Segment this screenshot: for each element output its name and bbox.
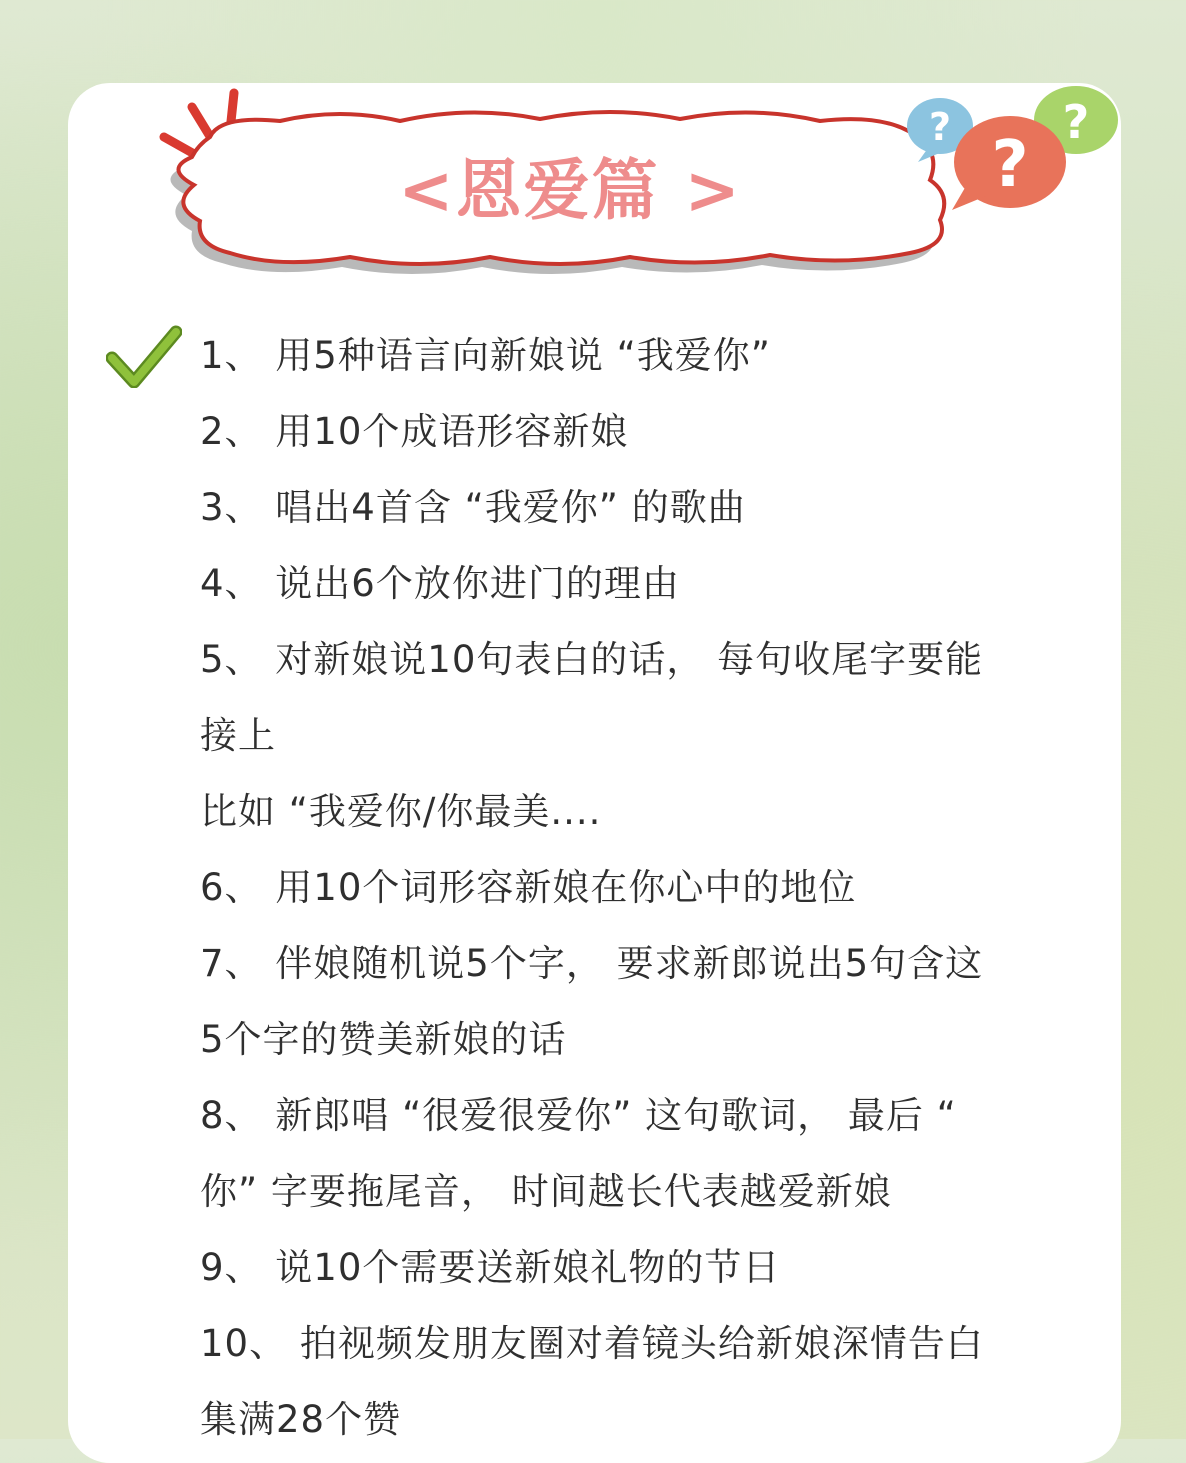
list-item: 5个字的赞美新娘的话 [200,1018,567,1061]
list-item: 1、 用5种语言向新娘说 “我爱你” [200,334,771,377]
question-bubbles [900,82,1125,217]
svg-text:?: ? [928,105,952,149]
svg-text:?: ? [1062,95,1090,149]
list-item: 接上 [200,714,276,757]
list-item: 10、 拍视频发朋友圈对着镜头给新娘深情告白 [200,1322,984,1365]
list-item: 8、 新郎唱 “很爱很爱你” 这句歌词， 最后 “ [200,1094,957,1137]
game-list [200,318,1080,1458]
list-item: 比如 “我爱你/你最美.... [200,790,602,833]
page-title: <恩爱篇 > [398,152,742,229]
svg-text:?: ? [991,128,1029,202]
title-banner [140,85,1000,275]
list-item: 9、 说10个需要送新娘礼物的节日 [200,1246,781,1289]
check-mark-icon [106,324,182,388]
list-item: 集满28个赞 [200,1398,402,1441]
list-item: 5、 对新娘说10句表白的话， 每句收尾字要能 [200,638,984,681]
list-item: 4、 说出6个放你进门的理由 [200,562,680,605]
list-item: 3、 唱出4首含 “我爱你” 的歌曲 [200,486,746,529]
list-item: 你” 字要拖尾音， 时间越长代表越爱新娘 [200,1170,892,1213]
list-item: 6、 用10个词形容新娘在你心中的地位 [200,866,857,909]
list-item: 7、 伴娘随机说5个字， 要求新郎说出5句含这 [200,942,984,985]
list-item: 2、 用10个成语形容新娘 [200,410,629,453]
